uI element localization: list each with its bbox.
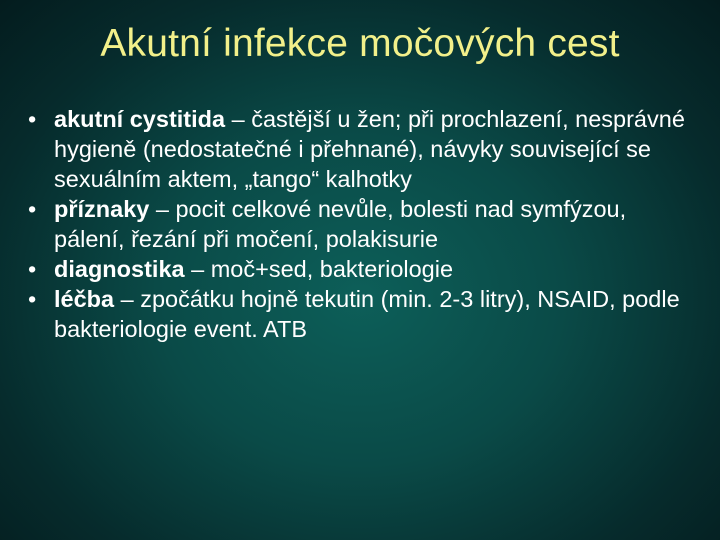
bullet-icon: • [28, 106, 37, 132]
bullet-term: příznaky [54, 196, 150, 222]
bullet-icon: • [28, 196, 37, 222]
bullet-icon: • [28, 256, 37, 282]
bullet-icon: • [28, 286, 37, 312]
bullet-list [28, 104, 698, 344]
bullet-item-cystitida [28, 104, 698, 194]
bullet-item-lecba [28, 284, 698, 344]
bullet-text: – moč+sed, bakteriologie [184, 256, 454, 282]
bullet-term: léčba [54, 286, 115, 312]
bullet-term: akutní cystitida [54, 106, 226, 132]
bullet-text: – pocit celkové nevůle, bolesti nad symfýzou, pálení, řezání při močení, polakisurie [54, 196, 627, 252]
bullet-text: – zpočátku hojně tekutin (min. 2-3 litry), NSAID, podle bakteriologie event. ATB [54, 286, 680, 342]
bullet-term: diagnostika [54, 256, 185, 282]
bullet-text: – častější u žen; při prochlazení, nesprávné hygieně (nedostatečné i přehnané), návyky související se sexuálním aktem, „tango“ kalhotky [54, 106, 685, 192]
bullet-item-diagnostika [28, 254, 698, 284]
bullet-item-priznaky [28, 194, 698, 254]
slide-title: Akutní infekce močových cest [100, 22, 620, 65]
